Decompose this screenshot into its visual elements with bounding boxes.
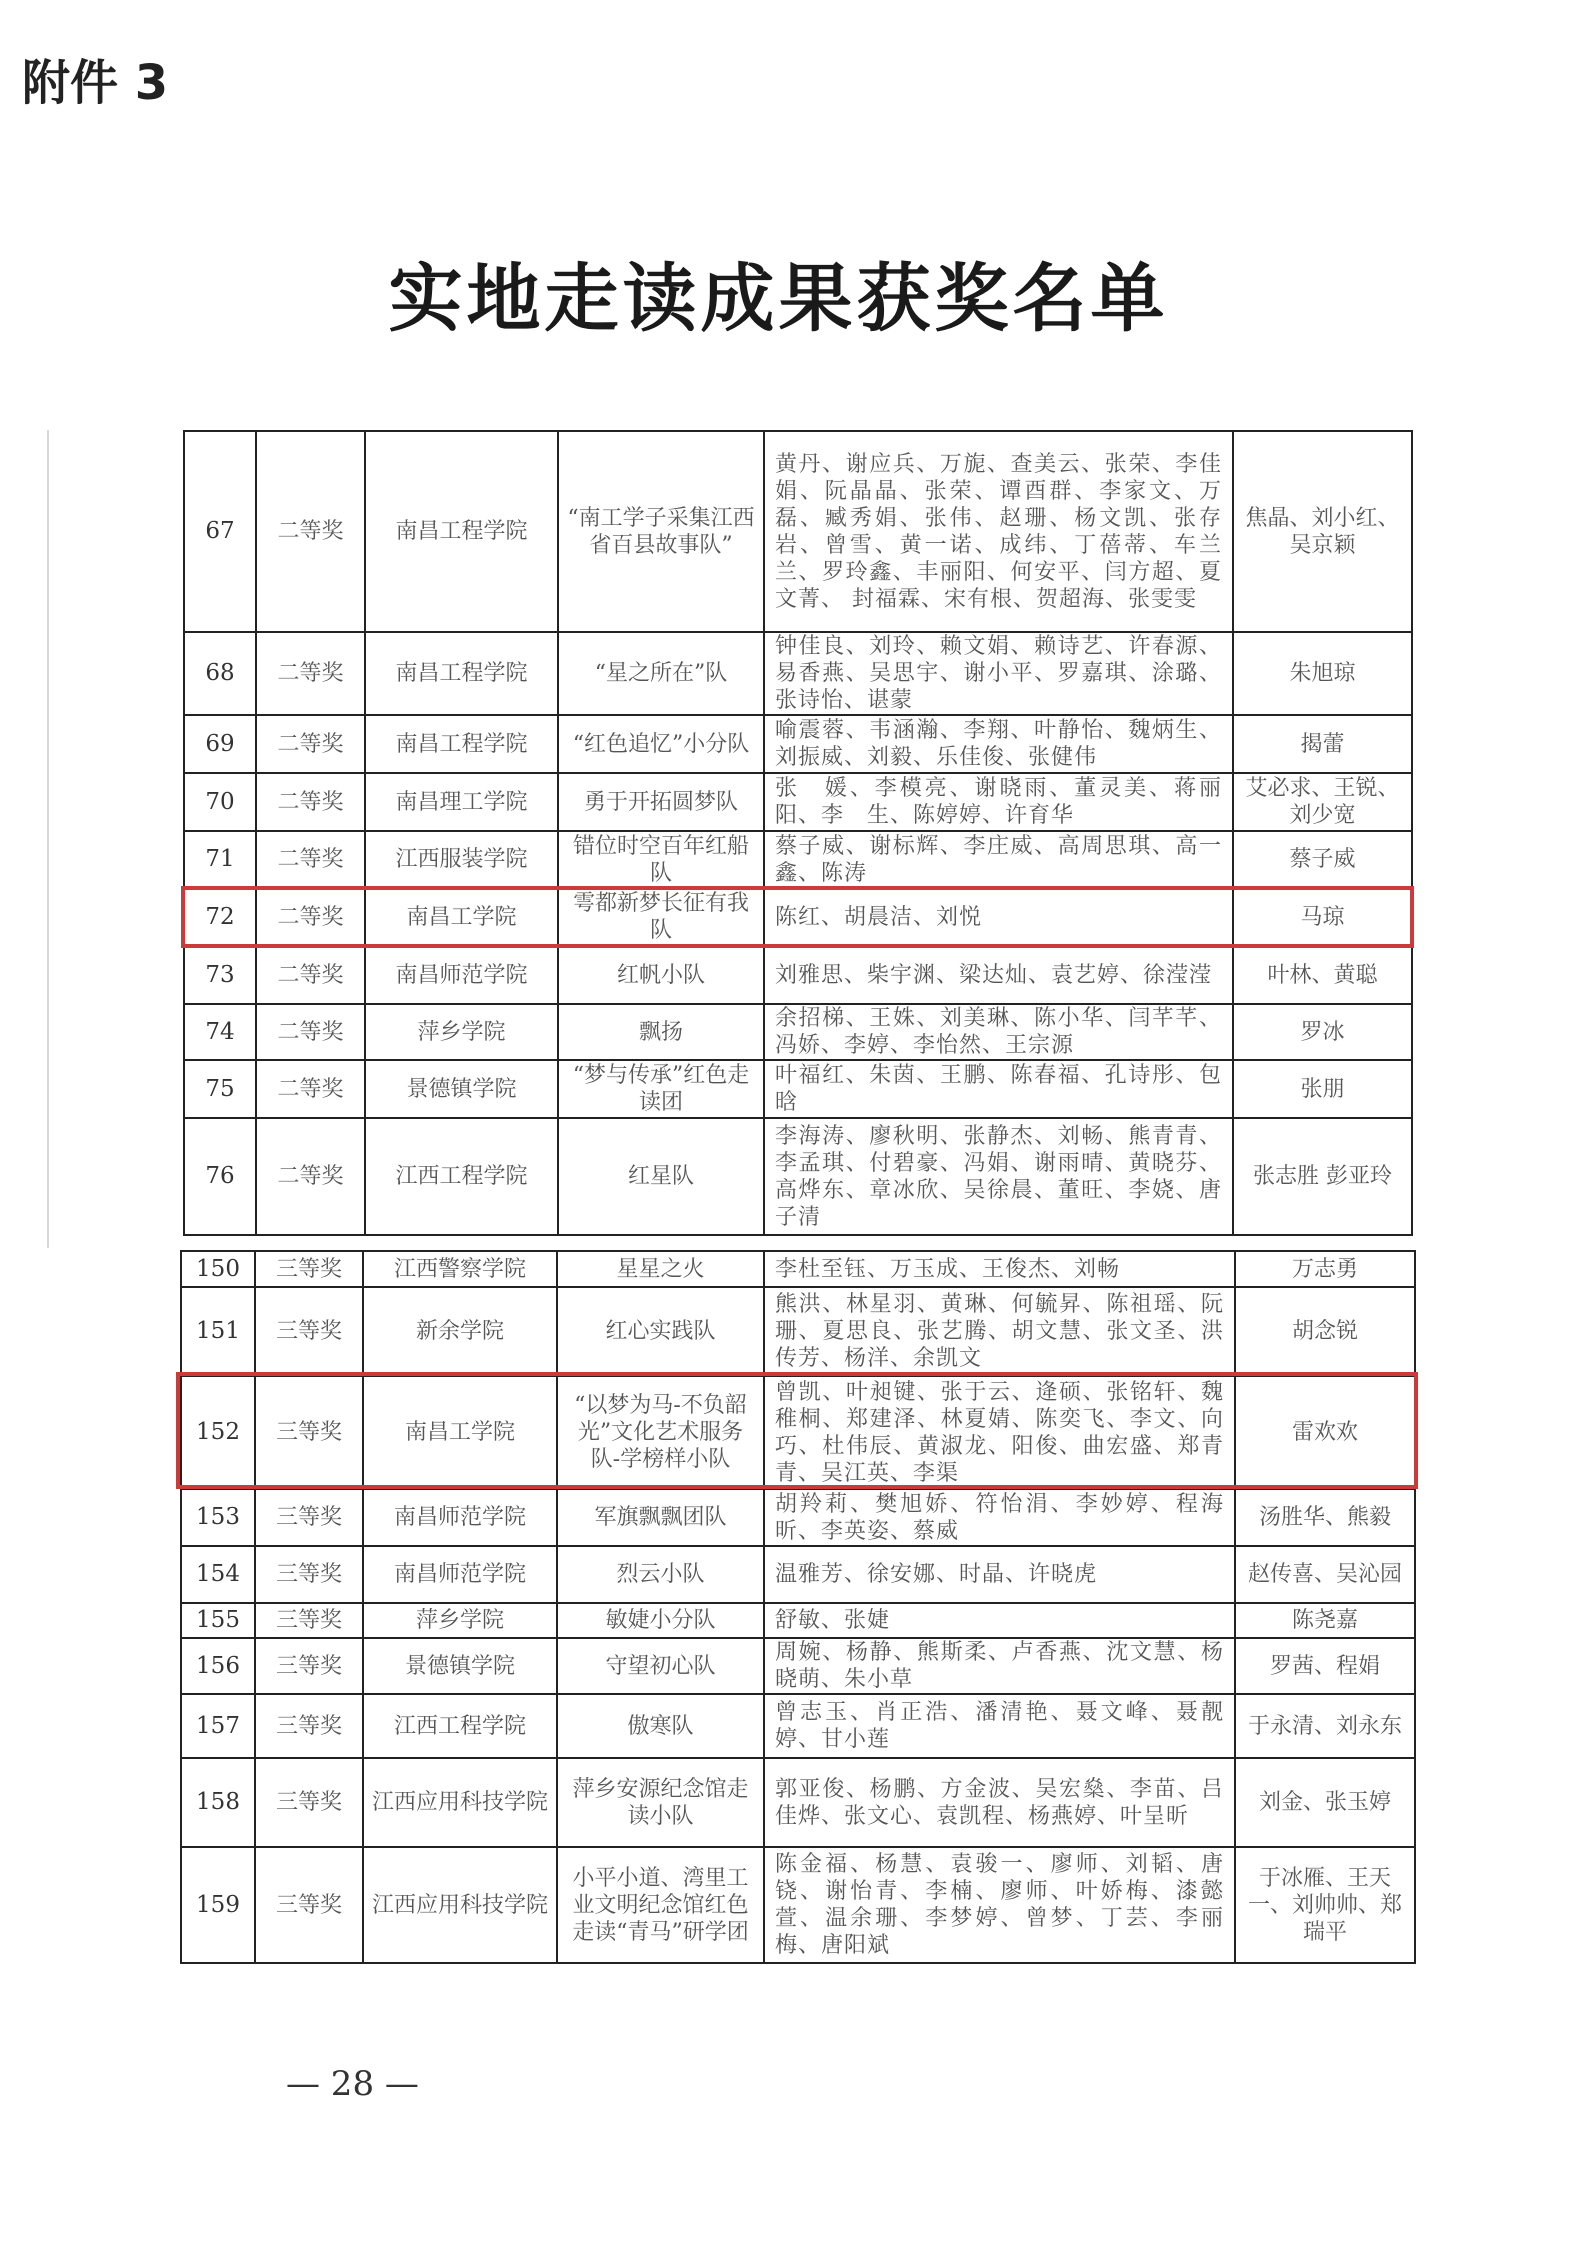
school-name-cell: 南昌工程学院 bbox=[365, 715, 558, 773]
team-name-cell: 红帆小队 bbox=[558, 946, 764, 1004]
row-number-cell: 75 bbox=[184, 1060, 256, 1118]
school-name-cell: 南昌工学院 bbox=[363, 1376, 557, 1489]
school-name-cell: 景德镇学院 bbox=[365, 1060, 558, 1118]
school-name-cell: 南昌师范学院 bbox=[363, 1546, 557, 1603]
table-row bbox=[184, 946, 1412, 1004]
award-level-cell: 二等奖 bbox=[256, 888, 365, 946]
row-number-cell: 69 bbox=[184, 715, 256, 773]
row-number-cell: 72 bbox=[184, 888, 256, 946]
team-name-cell: 小平小道、湾里工业文明纪念馆红色走读“青马”研学团 bbox=[557, 1847, 764, 1963]
advisor-name-cell: 于永清、刘永东 bbox=[1235, 1694, 1415, 1758]
row-number-cell: 150 bbox=[181, 1251, 255, 1287]
team-members-cell: 余招梯、王姝、刘美琳、陈小华、闫芊芊、冯娇、李婷、李怡然、王宗源 bbox=[764, 1004, 1233, 1060]
school-name-cell: 新余学院 bbox=[363, 1287, 557, 1376]
school-name-cell: 江西应用科技学院 bbox=[363, 1847, 557, 1963]
team-name-cell: 雩都新梦长征有我队 bbox=[558, 888, 764, 946]
team-name-cell: “南工学子采集江西省百县故事队” bbox=[558, 431, 764, 632]
table-row bbox=[184, 632, 1412, 715]
school-name-cell: 萍乡学院 bbox=[365, 1004, 558, 1060]
advisor-name-cell: 胡念锐 bbox=[1235, 1287, 1415, 1376]
award-level-cell: 三等奖 bbox=[255, 1694, 363, 1758]
team-members-cell: 熊洪、林星羽、黄琳、何毓昇、陈祖瑶、阮珊、夏思良、张艺腾、胡文慧、张文圣、洪传芳、杨洋、余凯文 bbox=[764, 1287, 1235, 1376]
team-members-cell: 郭亚俊、杨鹏、方金波、吴宏燊、李苗、吕佳烨、张文心、袁凯程、杨燕婷、叶呈昕 bbox=[764, 1758, 1235, 1847]
table-row bbox=[184, 431, 1412, 632]
awards-table-third-prize bbox=[180, 1250, 1416, 1964]
row-number-cell: 158 bbox=[181, 1758, 255, 1847]
team-name-cell: “以梦为马-不负韶光”文化艺术服务队-学榜样小队 bbox=[557, 1376, 764, 1489]
table-row bbox=[181, 1489, 1415, 1546]
award-level-cell: 三等奖 bbox=[255, 1287, 363, 1376]
school-name-cell: 江西服装学院 bbox=[365, 831, 558, 888]
award-level-cell: 三等奖 bbox=[255, 1758, 363, 1847]
school-name-cell: 景德镇学院 bbox=[363, 1638, 557, 1694]
table-row bbox=[181, 1847, 1415, 1963]
page-number: — 28 — bbox=[286, 2064, 419, 2104]
team-name-cell: 星星之火 bbox=[557, 1251, 764, 1287]
advisor-name-cell: 罗冰 bbox=[1233, 1004, 1412, 1060]
row-number-cell: 156 bbox=[181, 1638, 255, 1694]
team-members-cell: 张 媛、李模亮、谢晓雨、董灵美、蒋丽阳、李 生、陈婷婷、许育华 bbox=[764, 773, 1233, 831]
row-number-cell: 159 bbox=[181, 1847, 255, 1963]
advisor-name-cell: 焦晶、刘小红、吴京颖 bbox=[1233, 431, 1412, 632]
row-number-cell: 153 bbox=[181, 1489, 255, 1546]
row-number-cell: 155 bbox=[181, 1603, 255, 1638]
school-name-cell: 南昌工程学院 bbox=[365, 431, 558, 632]
team-members-cell: 陈红、胡晨洁、刘悦 bbox=[764, 888, 1233, 946]
row-number-cell: 152 bbox=[181, 1376, 255, 1489]
award-level-cell: 二等奖 bbox=[256, 773, 365, 831]
team-members-cell: 李海涛、廖秋明、张静杰、刘畅、熊青青、李孟琪、付碧豪、冯娟、谢雨晴、黄晓芬、高烨东、章冰欣、吴徐晨、董旺、李娆、唐子清 bbox=[764, 1118, 1233, 1235]
team-name-cell: 错位时空百年红船队 bbox=[558, 831, 764, 888]
awards-table-second-prize bbox=[183, 430, 1413, 1236]
award-level-cell: 二等奖 bbox=[256, 946, 365, 1004]
team-name-cell: “梦与传承”红色走读团 bbox=[558, 1060, 764, 1118]
advisor-name-cell: 赵传喜、吴沁园 bbox=[1235, 1546, 1415, 1603]
team-name-cell: 敏婕小分队 bbox=[557, 1603, 764, 1638]
award-level-cell: 三等奖 bbox=[255, 1489, 363, 1546]
advisor-name-cell: 汤胜华、熊毅 bbox=[1235, 1489, 1415, 1546]
table-row bbox=[181, 1546, 1415, 1603]
school-name-cell: 江西警察学院 bbox=[363, 1251, 557, 1287]
team-name-cell: 红星队 bbox=[558, 1118, 764, 1235]
school-name-cell: 萍乡学院 bbox=[363, 1603, 557, 1638]
team-name-cell: 傲寒队 bbox=[557, 1694, 764, 1758]
advisor-name-cell: 刘金、张玉婷 bbox=[1235, 1758, 1415, 1847]
team-name-cell: 飘扬 bbox=[558, 1004, 764, 1060]
advisor-name-cell: 蔡子威 bbox=[1233, 831, 1412, 888]
row-number-cell: 73 bbox=[184, 946, 256, 1004]
school-name-cell: 江西工程学院 bbox=[363, 1694, 557, 1758]
advisor-name-cell: 叶林、黄聪 bbox=[1233, 946, 1412, 1004]
table-row bbox=[184, 1004, 1412, 1060]
row-number-cell: 157 bbox=[181, 1694, 255, 1758]
award-level-cell: 二等奖 bbox=[256, 431, 365, 632]
team-members-cell: 周婉、杨静、熊斯柔、卢香燕、沈文慧、杨晓萌、朱小草 bbox=[764, 1638, 1235, 1694]
page-title bbox=[0, 240, 1587, 346]
advisor-name-cell: 艾必求、王锐、刘少宽 bbox=[1233, 773, 1412, 831]
team-members-cell: 舒敏、张婕 bbox=[764, 1603, 1235, 1638]
award-level-cell: 三等奖 bbox=[255, 1847, 363, 1963]
advisor-name-cell: 张志胜 彭亚玲 bbox=[1233, 1118, 1412, 1235]
team-name-cell: “红色追忆”小分队 bbox=[558, 715, 764, 773]
award-level-cell: 三等奖 bbox=[255, 1603, 363, 1638]
award-level-cell: 三等奖 bbox=[255, 1376, 363, 1489]
advisor-name-cell: 张朋 bbox=[1233, 1060, 1412, 1118]
advisor-name-cell: 朱旭琼 bbox=[1233, 632, 1412, 715]
award-level-cell: 二等奖 bbox=[256, 1004, 365, 1060]
school-name-cell: 江西工程学院 bbox=[365, 1118, 558, 1235]
team-members-cell: 黄丹、谢应兵、万旎、查美云、张荣、李佳娟、阮晶晶、张荣、谭酉群、李家文、万磊、臧秀娟、张伟、赵珊、杨文凯、张存岩、曾雪、黄一诺、成纬、丁蓓蒂、车兰兰、罗玲鑫、丰丽阳、何安平、闫方超、夏文菁、 封福霖、宋有根、贺超海、张雯雯 bbox=[764, 431, 1233, 632]
school-name-cell: 南昌师范学院 bbox=[363, 1489, 557, 1546]
table-row bbox=[181, 1251, 1415, 1287]
page-edge-line bbox=[47, 430, 49, 1248]
team-name-cell: 勇于开拓圆梦队 bbox=[558, 773, 764, 831]
school-name-cell: 南昌师范学院 bbox=[365, 946, 558, 1004]
table-row bbox=[181, 1638, 1415, 1694]
award-level-cell: 三等奖 bbox=[255, 1546, 363, 1603]
team-members-cell: 胡羚莉、樊旭娇、符怡涓、李妙婷、程海昕、李英姿、蔡威 bbox=[764, 1489, 1235, 1546]
award-level-cell: 二等奖 bbox=[256, 632, 365, 715]
page-title-text: 实地走读成果获奖名单 bbox=[388, 256, 1169, 342]
table-row bbox=[184, 773, 1412, 831]
table-row bbox=[181, 1694, 1415, 1758]
team-name-cell: 军旗飘飘团队 bbox=[557, 1489, 764, 1546]
team-name-cell: 萍乡安源纪念馆走读小队 bbox=[557, 1758, 764, 1847]
team-members-cell: 刘雅思、柴宇渊、梁达灿、袁艺婷、徐滢滢 bbox=[764, 946, 1233, 1004]
row-number-cell: 70 bbox=[184, 773, 256, 831]
team-members-cell: 陈金福、杨慧、袁骏一、廖师、刘韬、唐铙、谢怡青、李楠、廖师、叶娇梅、漆懿萱、温余珊、李梦婷、曾梦、丁芸、李丽梅、唐阳斌 bbox=[764, 1847, 1235, 1963]
team-members-cell: 叶福红、朱茵、王鹏、陈春福、孔诗彤、包晗 bbox=[764, 1060, 1233, 1118]
team-members-cell: 喻震蓉、韦涵瀚、李翔、叶静怡、魏炳生、刘振威、刘毅、乐佳俊、张健伟 bbox=[764, 715, 1233, 773]
team-name-cell: 红心实践队 bbox=[557, 1287, 764, 1376]
team-name-cell: 烈云小队 bbox=[557, 1546, 764, 1603]
table-row bbox=[184, 1118, 1412, 1235]
award-level-cell: 三等奖 bbox=[255, 1251, 363, 1287]
advisor-name-cell: 陈尧嘉 bbox=[1235, 1603, 1415, 1638]
school-name-cell: 江西应用科技学院 bbox=[363, 1758, 557, 1847]
team-name-cell: “星之所在”队 bbox=[558, 632, 764, 715]
attachment-label: 附件 3 bbox=[22, 55, 169, 111]
row-number-cell: 68 bbox=[184, 632, 256, 715]
highlight-box-row-72 bbox=[181, 886, 1414, 948]
award-level-cell: 二等奖 bbox=[256, 715, 365, 773]
table-row bbox=[184, 831, 1412, 888]
table-row bbox=[181, 1758, 1415, 1847]
award-level-cell: 三等奖 bbox=[255, 1638, 363, 1694]
advisor-name-cell: 揭蕾 bbox=[1233, 715, 1412, 773]
row-number-cell: 67 bbox=[184, 431, 256, 632]
team-name-cell: 守望初心队 bbox=[557, 1638, 764, 1694]
team-members-cell: 曾凯、叶昶键、张于云、逄硕、张铭轩、魏稚桐、郑建泽、林夏婧、陈奕飞、李文、向巧、杜伟辰、黄淑龙、阳俊、曲宏盛、郑青青、吴江英、李渠 bbox=[764, 1376, 1235, 1489]
advisor-name-cell: 雷欢欢 bbox=[1235, 1376, 1415, 1489]
table-row bbox=[181, 1603, 1415, 1638]
team-members-cell: 李杜至钰、万玉成、王俊杰、刘畅 bbox=[764, 1251, 1235, 1287]
award-level-cell: 二等奖 bbox=[256, 831, 365, 888]
team-members-cell: 钟佳良、刘玲、赖文娟、赖诗艺、许春源、易香燕、吴思宇、谢小平、罗嘉琪、涂璐、张诗怡、谌蒙 bbox=[764, 632, 1233, 715]
highlight-box-row-152 bbox=[176, 1372, 1418, 1489]
advisor-name-cell: 罗茜、程娟 bbox=[1235, 1638, 1415, 1694]
school-name-cell: 南昌理工学院 bbox=[365, 773, 558, 831]
row-number-cell: 151 bbox=[181, 1287, 255, 1376]
advisor-name-cell: 万志勇 bbox=[1235, 1251, 1415, 1287]
table-row bbox=[184, 1060, 1412, 1118]
table-row bbox=[184, 715, 1412, 773]
award-level-cell: 二等奖 bbox=[256, 1118, 365, 1235]
team-members-cell: 曾志玉、肖正浩、潘清艳、聂文峰、聂靓婷、甘小莲 bbox=[764, 1694, 1235, 1758]
row-number-cell: 76 bbox=[184, 1118, 256, 1235]
advisor-name-cell: 于冰雁、王天一、刘帅帅、郑瑞平 bbox=[1235, 1847, 1415, 1963]
row-number-cell: 71 bbox=[184, 831, 256, 888]
advisor-name-cell: 马琼 bbox=[1233, 888, 1412, 946]
award-level-cell: 二等奖 bbox=[256, 1060, 365, 1118]
team-members-cell: 蔡子威、谢标辉、李庄威、高周思琪、高一鑫、陈涛 bbox=[764, 831, 1233, 888]
school-name-cell: 南昌工学院 bbox=[365, 888, 558, 946]
school-name-cell: 南昌工程学院 bbox=[365, 632, 558, 715]
team-members-cell: 温雅芳、徐安娜、时晶、许晓虎 bbox=[764, 1546, 1235, 1603]
row-number-cell: 154 bbox=[181, 1546, 255, 1603]
row-number-cell: 74 bbox=[184, 1004, 256, 1060]
table-row bbox=[181, 1287, 1415, 1376]
